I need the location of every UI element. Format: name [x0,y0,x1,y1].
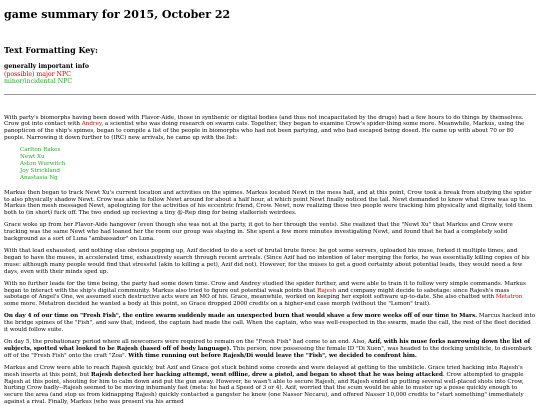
divider [4,94,536,95]
formatting-key [4,45,536,86]
paragraph-1: With party's biomorphs having been dosed with Flavor-Aide, those in synthenic or digital bodies (and thus not incapacitated by the drugs) had a few hours to do things by themselves. Crow got into contact with Andrey, a scientist who was doing research on swarm cats. Together, they began to examine Crow's spider-thing some more. Meanwhile, Markus, using the panopticon of the ship's spimes, began to compile a list of the people in biomorphs who had not been partying, and who had escaped being dosed. He came up with about 70 or 80 people. Narrowing it down further to (IRC) new arrivals, he came up with the list: [4,114,525,142]
list-item: Anastasia Ng [20,174,58,181]
paragraph-6: On day 4 of our time on "Fresh Fish", the entire swarm suddenly made an unexpected burn that would shave a few more weeks off of our time to Mars. Marcus hacked into the bridge spimes of the "Fish", and saw that, indeed, the captain had made the call. When the captain, who was well-respected in the swarm, made the call, the rest of the fleet decided it would follow suite. [4,313,536,334]
key-important: generally important info [4,63,90,70]
npc-rajesh: Rajesh [317,287,337,294]
list-item: Joy Strickland [20,167,60,174]
npc-metatron: Metatron [495,294,523,301]
page-title: game summary for 2015, October 22 [4,8,231,21]
paragraph-8: Markus and Crow were able to reach Rajesh quickly, but Azif and Grace got stuck behind some crowds and were delayed at getting to the umbilicle. Grace tried hacking into Rajesh's mesh inserts at this point, but Rajesh detected her hacking attempt, went offline, drew a pistol, and began to shoot that he was being attacked. Crow attempted to grapple Rajesh at this point, shouting for him to calm down and put the gun away. However, he wasn't able to secure Rajesh, and Rajesh ended up putting several well-placed shots into Crow, hurting Crow badly--Rajesh seemed to be moving inhumanly fast (meta: he had a Speed of 3 or 4). Azif, worried that the scum would be able to muster up a posse quickly enough to secure the area (and stop us from kidnapping Rajesh) quickly contacted a gangster he knew (one Nasser Necaru), and offered Nasser 10,000 credits to "start something" immediately against a rival. Finally, Markus (who was present via his armed [4,364,524,406]
key-heading: Text Formatting Key: [4,45,98,55]
paragraph-5: With no further leads for the time being, the party had some down time. Crow and Andrey studied the spider further, and were able to train it to follow very simple commands. Markus began to interact with the ship's digital community. Markus also tried to figure out potential weak points that Rajesh and company might decide to sabotage: since Rajesh's mass sabotage of Angel's One, we assumed such destructive acts were an MO of his. Grace, meanwhile, worked on keeping her exploit software up-to-date. She also chatted with Metatron some more. Metatron decided he wanted a body at this point, so Grace dropped 2000 credits on a higher-end case morph (without the "Lemon" trait). [4,280,526,308]
key-minor-npc: minor/incidental NPC [4,78,73,85]
list-item: Carlton Rakes [20,147,61,154]
paragraph-4: With that lead exhausted, and nothing else obvious popping up, Azif decided to do a sort of brutal brute force: he got some servers, uploaded his muse, forked it multiple times, and began to have the muses, in accelerated time, exhaustively search through recent arrivals. (Since Azif had no intention of later merging the forks, he was essentially killing copies of his muse: although many people would find that stressful (akin to killing a pet), Azif did not). However, for the muses to get a good certainty about potential leads, they would need a few days, even with their minds sped up. [4,248,530,275]
key-major-npc: (possible) major NPC [4,70,71,78]
npc-andrey: Andrey [81,121,102,128]
arrivals-list [4,147,536,182]
paragraph-7: On day 5, the probationary period where all newcomers were required to remain on the "Fresh Fish" had come to an end. Also, Azif, with his muse forks narrowing down the list of subjects, spotted what looked to be Rajesh (based off of body language). This person, now possessing the female ID "Di Xuen", was headed to the docking umbilicle, to disembark off of the "Fresh Fish" onto the craft "Zoa". With time running out before Rajesh/Di would leave the "Fish", we decided to confront him. [4,338,533,359]
paragraph-2: Markus then began to track Newt Xu's current location and activities on the spimes. Markus located Newt in the mess hall, and at this point, Crow took a break from studying the spider to also physically shadow Newt. Crow was able to follow Newt around for about a half hour, at which point Newt finally noticed the tail. Newt demanded to know what Crow was up to. Markus then mesh messaged Newt, apologizing for the activities of his eccentric friend, Crow. Newt, now realizing these two people were tracking him physically and digitally, told them both to (in short) fuck off. The two ended up recieving a tiny @-Rep ding for being stalkerish weirdoes. [4,189,533,217]
paragraph-3: Grace woke up from her Flavor-Aide hangover (even though she was not at the party, it got to her through the vents). She realized that the "Newt Xu" that Markus and Crow were tracking was the same Newt who had loaned her the room our group was staying in. She spent a few more minutes investigating Newt, and found that he had a completely solid background as a sort of Luna "ambassador" on Luna. [4,222,513,243]
list-item: Newt Xu [20,154,45,161]
list-item: Aston Wurwitch [20,160,66,167]
